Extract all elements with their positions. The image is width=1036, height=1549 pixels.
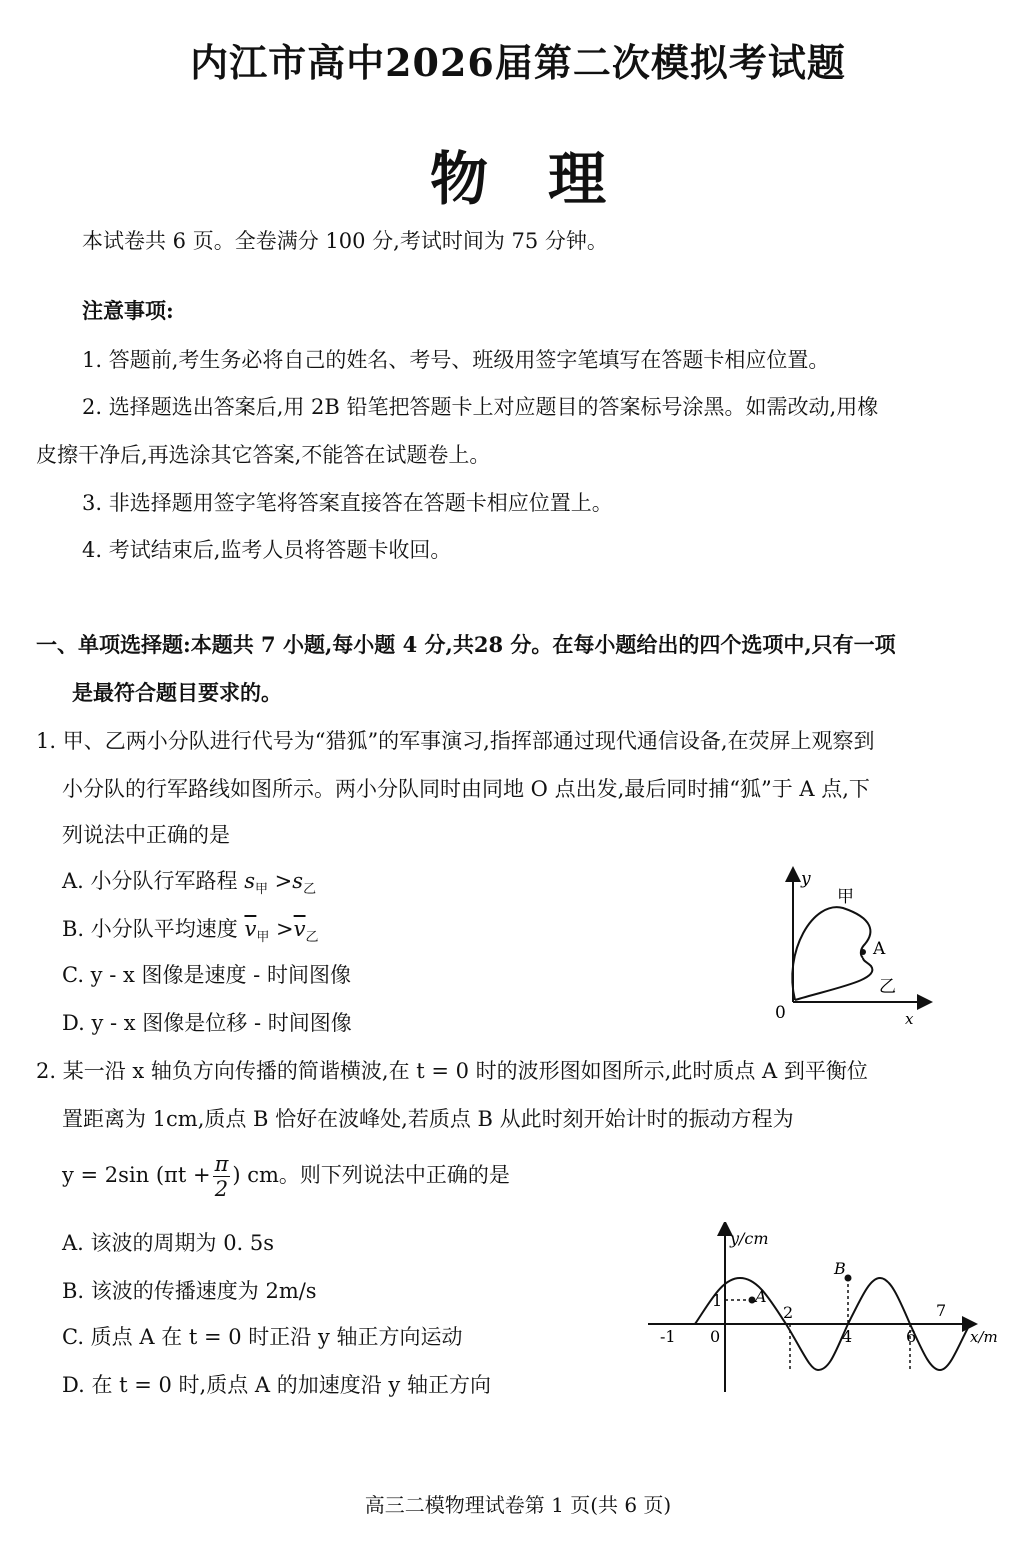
- jia-label: 甲: [837, 887, 854, 907]
- y-label: y/cm: [730, 1229, 769, 1248]
- notice-item: 4. 考试结束后,监考人员将答题卡收回。: [82, 538, 452, 562]
- q1-option-c: C. y - x 图像是速度 - 时间图像: [62, 963, 351, 987]
- notice-item-continued: 皮擦干净后,再选涂其它答案,不能答在试题卷上。: [36, 443, 491, 467]
- notice-heading: 注意事项:: [82, 298, 174, 323]
- notice-item: 2. 选择题选出答案后,用 2B 铅笔把答题卡上对应题目的答案标号涂黑。如需改动,用橡: [82, 395, 879, 419]
- tick-label: 4: [842, 1327, 853, 1346]
- q1-option-a: A. 小分队行军路程 $s_甲 >s_乙$: [62, 869, 317, 898]
- q2-option-b: B. 该波的传播速度为 2m/s: [62, 1279, 317, 1303]
- q1-option-d: D. y - x 图像是位移 - 时间图像: [62, 1011, 352, 1035]
- section-heading: 一、单项选择题:本题共 7 小题,每小题 4 分,共28 分。在每小题给出的四个选项中,只有一项: [36, 632, 896, 657]
- q2-wave-figure: [640, 1222, 1020, 1400]
- q1-stem: 1. 甲、乙两小分队进行代号为“猎狐”的军事演习,指挥部通过现代通信设备,在荧屏上观察到: [36, 729, 875, 753]
- tick-label: -1: [660, 1327, 676, 1346]
- a-label: A: [755, 1287, 767, 1306]
- tick-label: 6: [906, 1327, 917, 1346]
- notice-item: 3. 非选择题用签字笔将答案直接答在答题卡相应位置上。: [82, 491, 613, 515]
- q1-option-b: B. 小分队平均速度 $\overline{v}_甲 >\overline{v}_乙$: [62, 917, 319, 946]
- q2-stem: 置距离为 1cm,质点 B 恰好在波峰处,若质点 B 从此时刻开始计时的振动方程为: [62, 1107, 794, 1131]
- exam-info: 本试卷共 6 页。全卷满分 100 分,考试时间为 75 分钟。: [82, 229, 608, 253]
- point-a-dot: [860, 949, 866, 955]
- origin-label: 0: [775, 1003, 786, 1023]
- route-yi: [795, 958, 872, 1000]
- amplitude-label: 1: [712, 1291, 723, 1310]
- x-label: x/m: [970, 1328, 998, 1346]
- q2-stem: 2. 某一沿 x 轴负方向传播的简谐横波,在 t = 0 时的波形图如图所示,此时质点 A 到平衡位: [36, 1059, 868, 1083]
- page-footer: 高三二模物理试卷第 1 页(共 6 页): [364, 1493, 672, 1517]
- route-jia: [792, 907, 870, 1000]
- yi-label: 乙: [879, 977, 896, 997]
- exam-title: 内江市高中2026届第二次模拟考试题: [190, 40, 846, 85]
- section-heading-continued: 是最符合题目要求的。: [72, 680, 282, 705]
- q2-option-c: C. 质点 A 在 t = 0 时正沿 y 轴正方向运动: [62, 1325, 463, 1349]
- q2-equation: y = 2sin (πt + $\frac{\pi}{2}$ ) cm。则下列说法中正确的是: [62, 1152, 510, 1201]
- tick-label: 0: [710, 1327, 721, 1346]
- subject-title: 物理: [429, 145, 666, 213]
- q1-route-figure: [765, 862, 945, 1032]
- q1-stem: 列说法中正确的是: [62, 823, 230, 847]
- tick-label: 2: [783, 1303, 794, 1322]
- a-label: A: [873, 939, 886, 959]
- x-label: x: [905, 1010, 914, 1028]
- notice-item: 1. 答题前,考生务必将自己的姓名、考号、班级用签字笔填写在答题卡相应位置。: [82, 348, 830, 372]
- q2-option-d: D. 在 t = 0 时,质点 A 的加速度沿 y 轴正方向: [62, 1373, 491, 1397]
- tick-label: 7: [936, 1301, 947, 1320]
- b-label: B: [834, 1259, 846, 1278]
- y-label: y: [801, 869, 811, 889]
- q2-option-a: A. 该波的周期为 0. 5s: [62, 1231, 275, 1255]
- q1-stem: 小分队的行军路线如图所示。两小分队同时由同地 O 点出发,最后同时捕“狐”于 A 点,下: [62, 777, 870, 801]
- fraction: $\frac{\pi}{2}$: [214, 1152, 229, 1201]
